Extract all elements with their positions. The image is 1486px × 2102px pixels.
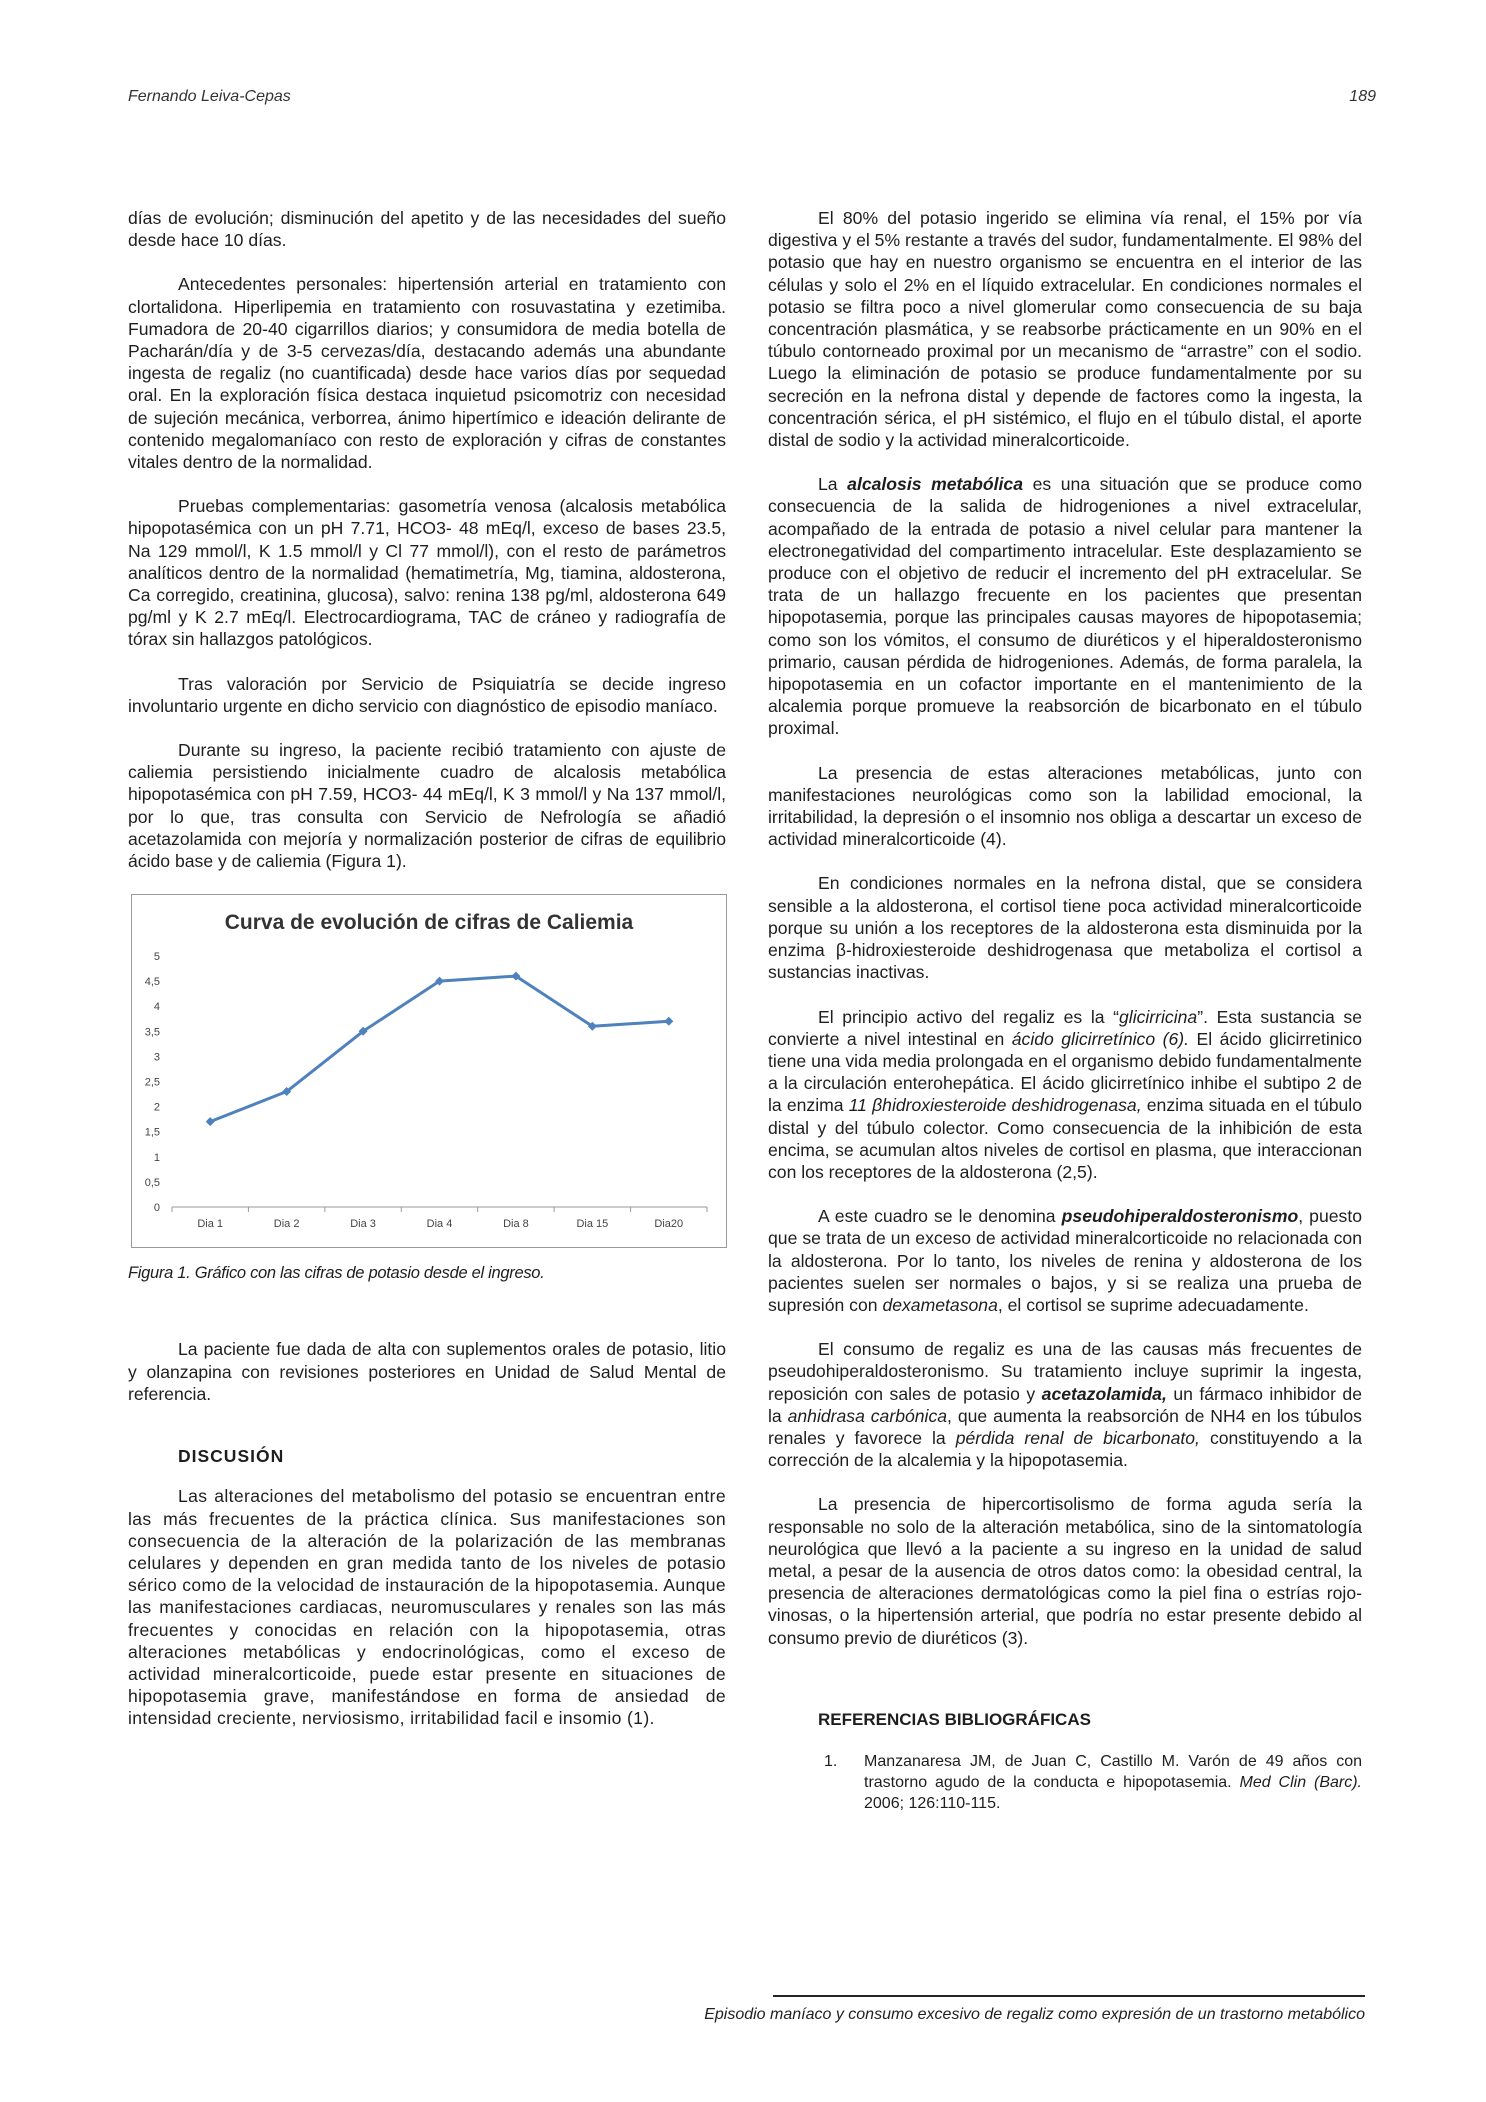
reference-item [768, 1751, 1362, 1814]
y-tick-label: 1,5 [144, 1126, 160, 1139]
x-tick-label: Dia 2 [273, 1218, 300, 1231]
emphasis-term: dexametasona [882, 1294, 998, 1315]
paragraph [768, 1006, 1362, 1184]
text-run: 2006; 126:110-115. [864, 1794, 1001, 1812]
footer-divider [773, 1995, 1365, 1997]
y-tick-label: 4 [153, 1001, 160, 1014]
section-title-discussion: DISCUSIÓN [178, 1446, 285, 1467]
data-point [206, 1117, 215, 1126]
x-tick-label: Dia 15 [576, 1218, 609, 1231]
reference-number: 1. [824, 1752, 838, 1770]
text-run: El consumo de regaliz es una de las causas más frecuentes de pseudohiperaldosteronismo. Su tratamiento incluye suprimir la ingesta, reposición con sales de potasio y [768, 1339, 1362, 1404]
chart-svg [132, 895, 726, 1247]
x-tick-label: Dia 4 [426, 1218, 453, 1231]
y-tick-label: 3 [153, 1051, 160, 1064]
text-run: , el cortisol se suprime adecuadamente. [997, 1294, 1309, 1315]
text-run: constituyendo a la corrección de la alcalemia y la hipopotasemia. [768, 1427, 1362, 1471]
text-run: , puesto que se trata de un exceso de actividad mineralcorticoide no relacionada con la aldosterona. Por lo tanto, los niveles de renina y aldosterona de los pacientes suelen ser normales o bajos, y si se realiza una prueba de supresión con [768, 1206, 1362, 1315]
text-run: El ácido glicirretinico tiene una vida media prolongada en el organismo debido fundamentalmente a la circulación enterohepática. El ácido glicirretínico inhibe el subtipo 2 de la enzima [768, 1028, 1362, 1116]
y-tick-label: 3,5 [144, 1026, 160, 1039]
text-run: ”. Esta sustancia se convierte a nivel intestinal en [768, 1006, 1362, 1049]
figure-caption: Figura 1. Gráfico con las cifras de potasio desde el ingreso. [128, 1264, 545, 1283]
text-run: El principio activo del regaliz es la “ [818, 1006, 1119, 1027]
chart-title: Curva de evolución de cifras de Caliemia [224, 911, 634, 935]
emphasis-term: acetazolamida, [1041, 1383, 1167, 1404]
y-tick-label: 0 [153, 1202, 160, 1215]
y-tick-label: 2,5 [144, 1076, 160, 1089]
emphasis-term: alcalosis metabólica [847, 474, 1023, 495]
y-tick-label: 2 [153, 1101, 160, 1114]
page-number: 189 [1349, 88, 1376, 105]
paragraph: Antecedentes personales: hipertensión arterial en tratamiento con clortalidona. Hiperlipemia en tratamiento con rosuvastatina y ezetimiba. Fumadora de 20-40 cigarrillos diarios; y consumidora de media botella de Pacharán/día y de 3-5 cervezas/día, destacando además una abundante ingesta de regaliz (no cuantificada) desde hace varios días por sequedad oral. En la exploración física destaca inquietud psicomotriz con necesidad de sujeción mecánica, verborrea, ánimo hipertímico e ideación delirante de contenido megalomaníaco con resto de exploración y cifras de constantes vitales dentro de la normalidad. [128, 274, 726, 473]
x-tick-label: Dia 3 [350, 1218, 376, 1231]
caliemia-chart [131, 894, 727, 1248]
y-tick-label: 4,5 [144, 976, 160, 989]
x-tick-label: Dia 1 [197, 1218, 224, 1231]
paragraph: El 80% del potasio ingerido se elimina vía renal, el 15% por vía digestiva y el 5% restante a través del sudor, fundamentalmente. El 98% del potasio que hay en nuestro organismo se encuentra en el interior de las células y solo el 2% en el líquido extracelular. En condiciones normales el potasio se filtra poco a nivel glomerular como consecuencia de su baja concentración plasmática, y se reabsorbe prácticamente en un 90% en el túbulo contorneado proximal por un mecanismo de “arrastre” con el sodio. Luego la eliminación de potasio se produce fundamentalmente por su secreción en la nefrona distal y depende de factores como la ingesta, la concentración sérica, el pH sistémico, el flujo en el túbulo distal, el aporte distal de sodio y la actividad mineralcorticoide. [768, 208, 1362, 451]
y-tick-label: 1 [153, 1152, 160, 1165]
paragraph: Durante su ingreso, la paciente recibió tratamiento con ajuste de caliemia persistiendo inicialmente cuadro de alcalosis metabólica hipopotasémica con pH 7.59, HCO3- 44 mEq/l, K 3 mmol/l y Na 137 mmol/l, por lo que, tras consulta con Servicio de Nefrología se añadió acetazolamida con mejoría y normalización posterior de cifras de equilibrio ácido base y de caliemia (Figura 1). [128, 740, 726, 872]
y-tick-label: 0,5 [144, 1177, 160, 1190]
paragraph [768, 1338, 1362, 1471]
emphasis-term: anhidrasa carbónica [787, 1405, 948, 1426]
text-run: La [818, 474, 848, 495]
text-run: un fármaco inhibidor de la [768, 1383, 1362, 1426]
paragraph: La paciente fue dada de alta con suplementos orales de potasio, litio y olanzapina con revisiones posteriores en Unidad de Salud Mental de referencia. [128, 1339, 726, 1404]
text-run: , que aumenta la reabsorción de NH4 en los túbulos renales y favorece la [768, 1405, 1362, 1448]
x-tick-label: Dia20 [654, 1218, 684, 1231]
right-column [768, 207, 1362, 1814]
paragraph: días de evolución; disminución del apetito y de las necesidades del sueño desde hace 10 días. [128, 208, 726, 251]
emphasis-term: glicirricina [1119, 1006, 1198, 1027]
paragraph: En condiciones normales en la nefrona distal, que se considera sensible a la aldosterona, el cortisol tiene poca actividad mineralcorticoide porque su unión a los receptores de la aldosterona esta disminuida por la enzima β-hidroxiesteroide deshidrogenasa que metaboliza el cortisol a sustancias inactivas. [768, 873, 1362, 983]
text-run: es una situación que se produce como consecuencia de la salida de hidrogeniones a nivel extracelular, acompañado de la entrada de potasio a nivel celular para mantener la electronegatividad del compartimento intracelular. Este desplazamiento se produce con el objetivo de reducir el incremento del pH extracelular. Se trata de un hallazgo frecuente en los pacientes que presentan hipopotasemia, porque las principales causas mayores de hipopotasemia; como son los vómitos, el consumo de diuréticos y el hiperaldosteronismo primario, causan pérdida de hidrogeniones. Además, de forma paralela, la hipopotasemia en un cofactor importante en el mantenimiento de la alcalemia porque promueve la reabsorción de bicarbonato en el túbulo proximal. [768, 474, 1362, 739]
emphasis-term: ácido glicirretínico (6). [1011, 1028, 1189, 1049]
left-column [128, 207, 726, 1752]
paragraph: La presencia de hipercortisolismo de forma aguda sería la responsable no solo de la alteración metabólica, sino de la sintomatología neurológica que llevó a la paciente a su ingreso en la unidad de salud metal, a pesar de la ausencia de otros datos como: la obesidad central, la presencia de alteraciones dermatológicas como la piel fina o estrías rojo-vinosas, o la hipertensión arterial, que podría no estar presente debido al consumo previo de diuréticos (3). [768, 1494, 1362, 1648]
paragraph: La presencia de estas alteraciones metabólicas, junto con manifestaciones neurológicas como son la labilidad emocional, la irritabilidad, la depresión o el insomnio nos obliga a descartar un exceso de actividad mineralcorticoide (4). [768, 762, 1362, 850]
paragraph: Pruebas complementarias: gasometría venosa (alcalosis metabólica hipopotasémica con un pH 7.71, HCO3- 48 mEq/l, exceso de bases 23.5, Na 129 mmol/l, K 1.5 mmol/l y Cl 77 mmol/l), con el resto de parámetros analíticos dentro de la normalidad (hematimetría, Mg, tiamina, aldosterona, Ca corregido, creatinina, glucosa), salvo: renina 138 pg/ml, aldosterona 649 pg/ml y K 2.7 mEq/l. Electrocardiograma, TAC de cráneo y radiografía de tórax sin hallazgos patológicos. [128, 496, 726, 650]
running-footer: Episodio maníaco y consumo excesivo de regaliz como expresión de un trastorno metabólico [704, 2006, 1365, 2023]
emphasis-term: 11 βhidroxiesteroide deshidrogenasa, [848, 1095, 1142, 1116]
paragraph [768, 1205, 1362, 1316]
x-tick-label: Dia 8 [503, 1218, 529, 1231]
references-title: REFERENCIAS BIBLIOGRÁFICAS [818, 1709, 1091, 1729]
paragraph: Tras valoración por Servicio de Psiquiatría se decide ingreso involuntario urgente en dicho servicio con diagnóstico de episodio maníaco. [128, 673, 726, 716]
data-point [664, 1017, 673, 1026]
series-line [210, 976, 669, 1122]
running-header-author: Fernando Leiva-Cepas [128, 88, 291, 105]
paragraph: Las alteraciones del metabolismo del potasio se encuentran entre las más frecuentes de la práctica clínica. Sus manifestaciones son consecuencia de la alteración de la polarización de las membranas celulares y dependen en gran medida tanto de los niveles de potasio sérico como de la velocidad de instauración de la hipopotasemia. Aunque las manifestaciones cardiacas, neuromusculares y renales son las más frecuentes y conocidas en relación con la hipopotasemia, otras alteraciones metabólicas y endocrinológicas, como el exceso de actividad mineralcorticoide, puede estar presente en situaciones de hipopotasemia grave, manifestándose en forma de ansiedad de intensidad creciente, nerviosismo, irritabilidad facil e insomio (1). [128, 1486, 726, 1729]
text-run: A este cuadro se le denomina [818, 1206, 1062, 1227]
text-run: enzima situada en el túbulo distal y del túbulo colector. Como consecuencia de la inhibición de esta encima, se acumulan altos niveles de cortisol en plasma, que interaccionan con los receptores de la aldosterona (2,5). [768, 1095, 1362, 1182]
text-run: Manzanaresa JM, de Juan C, Castillo M. Varón de 49 años con trastorno agudo de la conducta e hipopotasemia. [864, 1752, 1362, 1791]
paragraph [768, 473, 1362, 739]
emphasis-term: pseudohiperaldosteronismo [1061, 1206, 1299, 1227]
emphasis-term: pérdida renal de bicarbonato, [955, 1427, 1200, 1448]
journal-name: Med Clin (Barc). [1239, 1773, 1362, 1791]
y-tick-label: 5 [153, 951, 160, 964]
